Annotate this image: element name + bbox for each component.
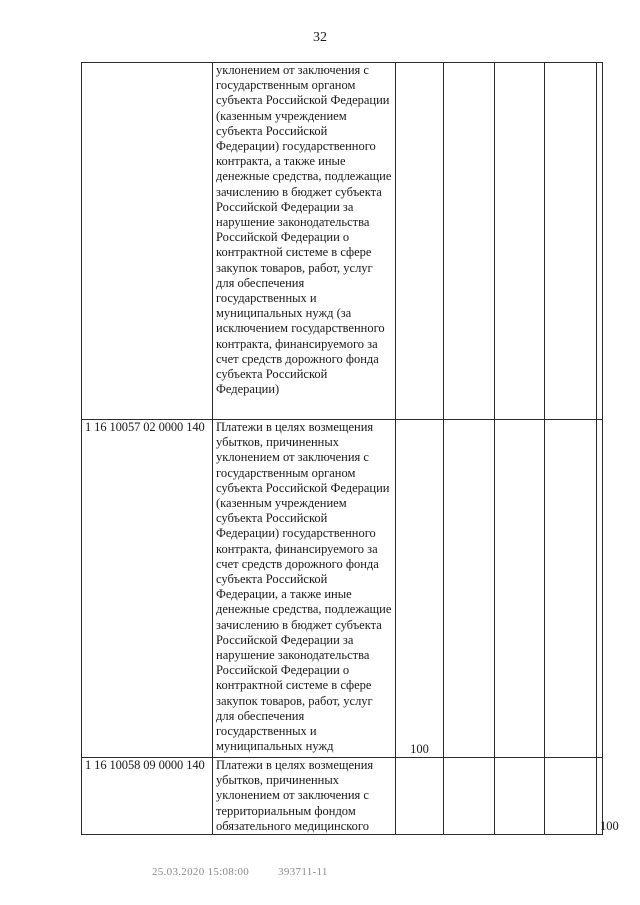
document-footer (152, 866, 354, 878)
row-value (495, 63, 545, 420)
row-value (396, 420, 444, 758)
row-name: Платежи в целях возмещения убытков, причиненных уклонением от заключения с государственным органом субъекта Российской Федерации (казенным учреждением субъекта Российской Федерации) государственного контракта, финансируемого за счет средств дорожного фонда субъекта Российской Федерации, а также иные денежные средства, подлежащие зачислению в бюджет субъекта Российской Федерации за нарушение законодательства Российской Федерации о контрактной системе в сфере закупок товаров, работ, услуг для обеспечения государственных и муниципальных нужд (213, 420, 396, 758)
page-number: 32 (313, 30, 327, 45)
footer-document-id: 393711-11 (278, 866, 328, 878)
table-row (82, 63, 603, 420)
row-code: 1 16 10058 09 0000 140 (82, 758, 213, 835)
row-value (444, 420, 495, 758)
row-value (495, 758, 545, 835)
row-value (495, 420, 545, 758)
row-value (545, 420, 597, 758)
table-row (82, 420, 603, 758)
row-value: 100 (597, 758, 603, 835)
row-value (396, 63, 444, 420)
row-value-text: 100 (410, 741, 429, 756)
row-value (396, 758, 444, 835)
budget-table (81, 62, 619, 835)
row-value (597, 63, 603, 420)
row-value (545, 63, 597, 420)
row-value (597, 420, 603, 758)
footer-timestamp: 25.03.2020 15:08:00 (152, 866, 250, 878)
row-value (545, 758, 597, 835)
row-value (444, 63, 495, 420)
row-code: 1 16 10057 02 0000 140 (82, 420, 213, 758)
table-row (82, 758, 603, 835)
row-code (82, 63, 213, 420)
row-name: Платежи в целях возмещения убытков, причиненных уклонением от заключения с территориальным фондом обязательного медицинского (213, 758, 396, 835)
row-value (444, 758, 495, 835)
row-name: уклонением от заключения с государственным органом субъекта Российской Федерации (казенным учреждением субъекта Российской Федерации) государственного контракта, а также иные денежные средства, подлежащие зачислению в бюджет субъекта Российской Федерации за нарушение законодательства Российской Федерации о контрактной системе в сфере закупок товаров, работ, услуг для обеспечения государственных и муниципальных нужд (за исключением государственного контракта, финансируемого за счет средств дорожного фонда субъекта Российской Федерации) (213, 63, 396, 420)
